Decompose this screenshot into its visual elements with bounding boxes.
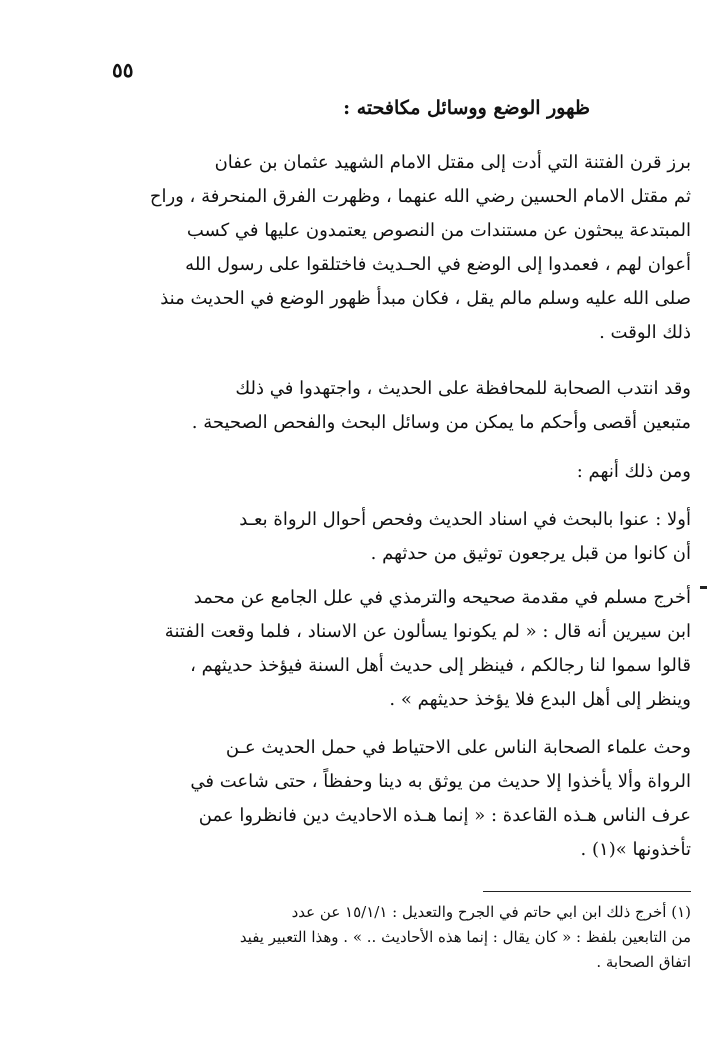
paragraph-6 — [90, 731, 691, 867]
text-line: أعوان لهم ، فعمدوا إلى الوضع في الحـديث فاختلقوا على رسول الله — [185, 254, 691, 275]
text-line: صلى الله عليه وسلم مالم يقل ، فكان مبدأ ظهور الوضع في الحديث منذ — [160, 288, 691, 309]
text-line: ثم مقتل الامام الحسين رضي الله عنهما ، وظهرت الفرق المنحرفة ، وراح — [149, 186, 691, 207]
text-line: وقد انتدب الصحابة للمحافظة على الحديث ، واجتهدوا في ذلك — [235, 378, 691, 399]
text-line: وينظر إلى أهل البدع فلا يؤخذ حديثهم » . — [389, 689, 691, 710]
text-line: ومن ذلك أنهم : — [576, 461, 691, 482]
text-line: المبتدعة يبحثون عن مستندات من النصوص يعتمدون عليها في كسب — [186, 220, 691, 241]
scan-edge-mark — [700, 586, 707, 589]
footnote — [90, 900, 691, 975]
text-line: ابن سيرين أنه قال : « لم يكونوا يسألون عن الاسناد ، فلما وقعت الفتنة — [164, 621, 691, 642]
footnote-line: من التابعين بلفظ : « كان يقال : إنما هذه الأحاديث .. » . وهذا التعبير يفيد — [239, 928, 691, 946]
text-line: أن كانوا من قبل يرجعون توثيق من حدثهم . — [370, 543, 691, 564]
paragraph-4 — [90, 503, 691, 571]
text-line: الرواة وألا يأخذوا إلا حديث من يوثق به دينا وحفظاً ، حتى شاعت في — [190, 771, 691, 792]
text-line: أخرج مسلم في مقدمة صحيحه والترمذي في علل الجامع عن محمد — [193, 587, 691, 608]
text-line: أولا : عنوا بالبحث في اسناد الحديث وفحص أحوال الرواة بعـد — [239, 509, 691, 530]
paragraph-3 — [90, 455, 691, 489]
text-line: متبعين أقصى وأحكم ما يمكن من وسائل البحث والفحص الصحيحة . — [191, 412, 691, 433]
text-line: وحث علماء الصحابة الناس على الاحتياط في حمل الحديث عـن — [225, 737, 691, 758]
footnote-separator — [483, 891, 691, 892]
paragraph-2 — [90, 372, 691, 440]
footnote-line: اتفاق الصحابة . — [596, 953, 691, 971]
footnote-line: (١) أخرج ذلك ابن ابي حاتم في الجرح والتعديل : ١٥/١/١ عن عدد — [291, 903, 691, 921]
text-line: قالوا سموا لنا رجالكم ، فينظر إلى حديث أهل السنة فيؤخذ حديثهم ، — [190, 655, 691, 676]
text-line: برز قرن الفتنة التي أدت إلى مقتل الامام الشهيد عثمان بن عفان — [214, 152, 691, 173]
text-line: ذلك الوقت . — [599, 322, 691, 343]
page-number: ٥٥ — [112, 58, 134, 82]
text-line: عرف الناس هـذه القاعدة : « إنما هـذه الاحاديث دين فانظروا عمن — [198, 805, 691, 826]
paragraph-5 — [90, 581, 691, 717]
text-line: تأخذونها »(١) . — [580, 839, 691, 860]
section-heading: ظهور الوضع ووسائل مكافحته : — [343, 97, 590, 119]
paragraph-1 — [90, 146, 691, 350]
